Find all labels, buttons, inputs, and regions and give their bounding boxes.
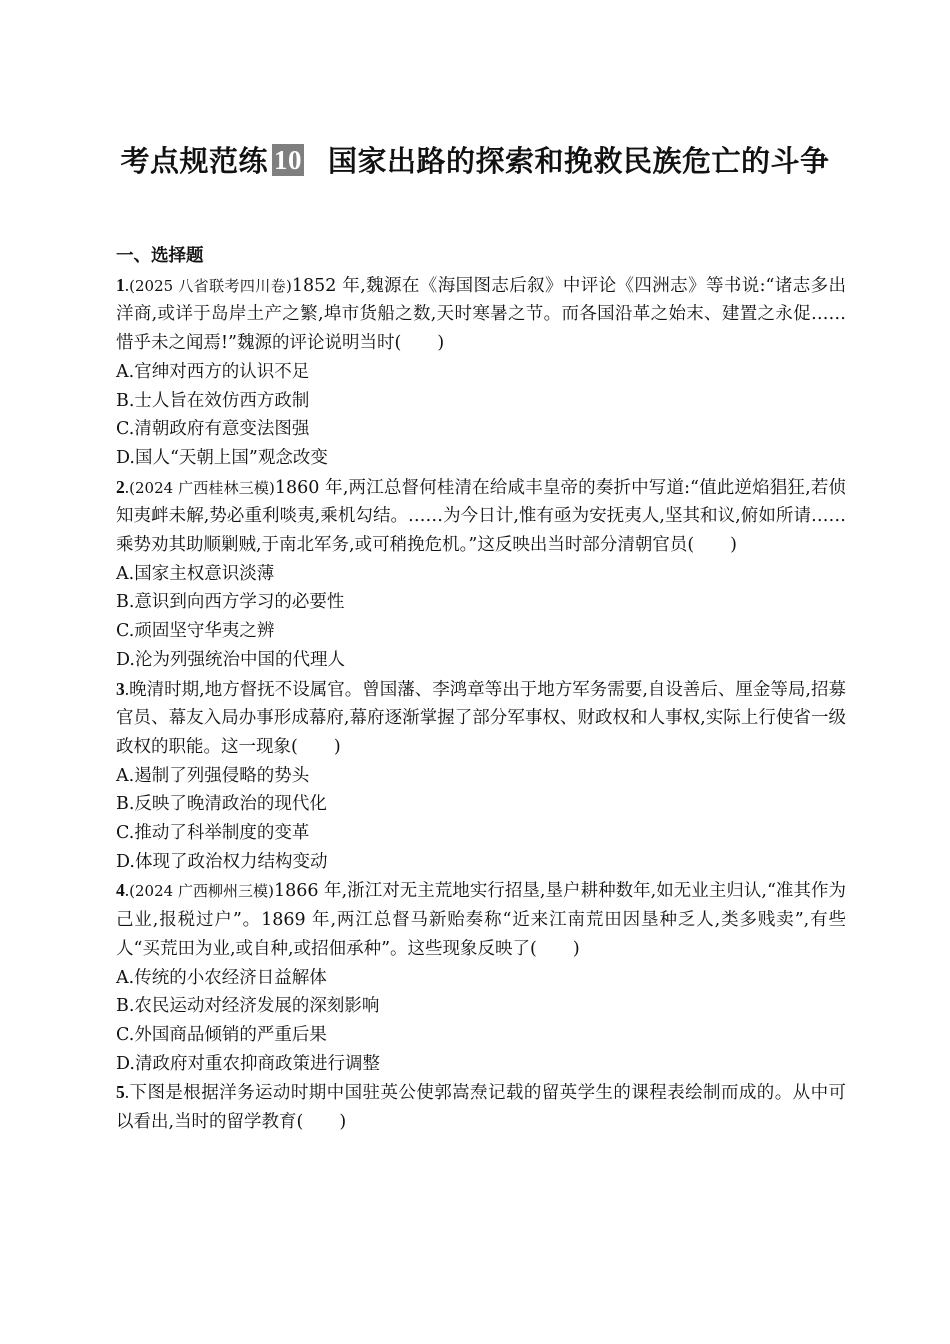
option-a: A.遏制了列强侵略的势头	[116, 765, 310, 786]
question-section	[116, 242, 846, 1137]
question-stem: 1860 年,两江总督何桂清在给咸丰皇帝的奏折中写道:“值此逆焰猖狂,若侦知夷衅未解,势必重利啖夷,乘机勾结。……为今日计,惟有亟为安抚夷人,坚其和议,俯如所请……乘势劝其助顺剿贼,于南北军务,或可稍挽危机。”这反映出当时部分清朝官员(	[116, 477, 846, 556]
option-c: C.清朝政府有意变法图强	[116, 419, 310, 440]
title-main: 国家出路的探索和挽救民族危亡的斗争	[328, 144, 830, 178]
option-d: D.国人“天朝上国”观念改变	[116, 447, 328, 468]
option-d: D.沦为列强统治中国的代理人	[116, 649, 345, 670]
question-source: (2024 广西桂林三模)	[129, 478, 275, 497]
page-title	[100, 132, 850, 190]
question-3: 3.晚清时期,地方督抚不设属官。曾国藩、李鸿章等出于地方军务需要,自设善后、厘金等局,招募官员、幕友入局办事形成幕府,幕府逐渐掌握了部分军事权、财政权和人事权,实际上行使省一级政权的职能。这一现象( )	[116, 678, 846, 757]
question-4: 4.(2024 广西柳州三模)1866 年,浙江对无主荒地实行招垦,垦户耕种数年,如无业主归认,“准其作为己业,报税过户”。1869 年,两江总督马新贻奏称“近来江南荒田因垦种乏人,类多贱卖”,有些人“买荒田为业,或自种,或招佃承种”。这些现象反映了( )	[116, 880, 846, 959]
question-stem: 1866 年,浙江对无主荒地实行招垦,垦户耕种数年,如无业主归认,“准其作为己业,报税过户”。1869 年,两江总督马新贻奏称“近来江南荒田因垦种乏人,类多贱卖”,有些人“买荒田为业,或自种,或招佃承种”。这些现象反映了(	[116, 881, 846, 959]
option-a: A.传统的小农经济日益解体	[116, 967, 327, 988]
question-stem: 下图是根据洋务运动时期中国驻英公使郭嵩焘记载的留英学生的课程表绘制而成的。从中可以看出,当时的留学教育(	[116, 1083, 846, 1133]
question-5: 5.下图是根据洋务运动时期中国驻英公使郭嵩焘记载的留英学生的课程表绘制而成的。从中可以看出,当时的留学教育( )	[116, 1082, 846, 1133]
answer-paren-close: )	[339, 1112, 347, 1133]
answer-paren-close: )	[730, 535, 737, 556]
title-number-badge: 10	[274, 145, 302, 175]
option-a: A.国家主权意识淡薄	[116, 563, 275, 584]
question-2: 2.(2024 广西桂林三模)1860 年,两江总督何桂清在给咸丰皇帝的奏折中写道:“值此逆焰猖狂,若侦知夷衅未解,势必重利啖夷,乘机勾结。……为今日计,惟有亟为安抚夷人,坚其和议,俯如所请……乘势劝其助顺剿贼,于南北军务,或可稍挽危机。”这反映出当时部分清朝官员( )	[116, 476, 846, 556]
option-d: D.体现了政治权力结构变动	[116, 851, 328, 872]
question-source: (2025 八省联考四川卷)	[129, 276, 292, 295]
question-1: 1.(2025 八省联考四川卷)1852 年,魏源在《海国图志后叙》中评论《四洲志》等书说:“诸志多出洋商,或详于岛岸土产之繁,埠市货船之数,天时寒暑之节。而各国沿革之始末、建置之永促……惜乎未之闻焉!”魏源的评论说明当时( )	[116, 274, 846, 354]
option-c: C.外国商品倾销的严重后果	[116, 1024, 327, 1045]
answer-paren-close: )	[333, 736, 341, 757]
question-number: 3	[116, 678, 125, 699]
question-stem: 晚清时期,地方督抚不设属官。曾国藩、李鸿章等出于地方军务需要,自设善后、厘金等局,招募官员、幕友入局办事形成幕府,幕府逐渐掌握了部分军事权、财政权和人事权,实际上行使省一级政权的职能。这一现象(	[116, 679, 846, 757]
question-number: 5	[116, 1082, 125, 1103]
option-b: B.意识到向西方学习的必要性	[116, 592, 345, 613]
question-source: (2024 广西柳州三模)	[129, 882, 274, 901]
answer-paren-close: )	[437, 333, 445, 354]
option-a: A.官绅对西方的认识不足	[116, 361, 310, 382]
option-c: C.推动了科举制度的变革	[116, 823, 310, 844]
question-number: 1	[116, 274, 125, 295]
option-d: D.清政府对重农抑商政策进行调整	[116, 1053, 380, 1074]
question-stem: 1852 年,魏源在《海国图志后叙》中评论《四洲志》等书说:“诸志多出洋商,或详于岛岸土产之繁,埠市货船之数,天时寒暑之节。而各国沿革之始末、建置之永促……惜乎未之闻焉!”魏源的评论说明当时(	[116, 275, 846, 354]
option-c: C.顽固坚守华夷之辨	[116, 621, 275, 642]
option-b: B.农民运动对经济发展的深刻影响	[116, 996, 380, 1017]
title-prefix: 考点规范练	[120, 144, 268, 178]
question-number: 2	[116, 476, 125, 497]
answer-paren-close: )	[572, 938, 580, 959]
question-number: 4	[116, 880, 125, 901]
section-heading: 一、选择题	[116, 246, 204, 266]
option-b: B.士人旨在效仿西方政制	[116, 390, 310, 411]
option-b: B.反映了晚清政治的现代化	[116, 794, 327, 815]
